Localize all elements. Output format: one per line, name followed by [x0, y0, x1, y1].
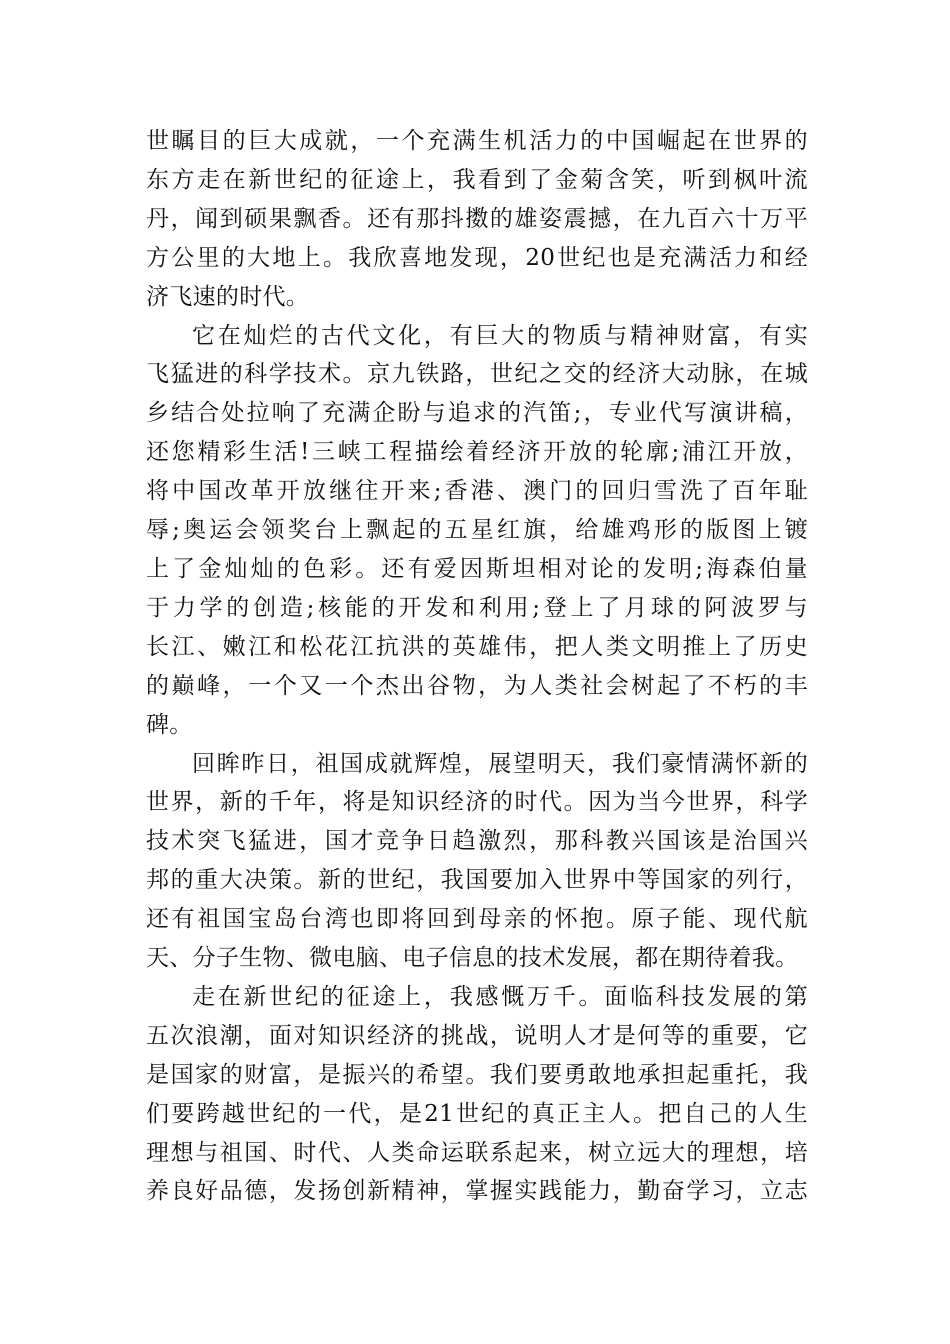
paragraph-line: 上了金灿灿的色彩。还有爱因斯坦相对论的发明;海森伯量: [146, 555, 808, 582]
paragraph-line: 五次浪潮，面对知识经济的挑战，说明人才是何等的重要，它: [146, 1022, 808, 1049]
paragraph-line: 它在灿烂的古代文化，有巨大的物质与精神财富，有实: [192, 322, 808, 349]
paragraph-1: [146, 122, 808, 317]
paragraph-line: 世瞩目的巨大成就，一个充满生机活力的中国崛起在世界的: [146, 128, 808, 154]
paragraph-4: [146, 978, 808, 1211]
paragraph-line: 邦的重大决策。新的世纪，我国要加入世界中等国家的列行，: [146, 867, 808, 894]
paragraph-line: 世界，新的千年，将是知识经济的时代。因为当今世界，科学: [146, 789, 808, 816]
paragraph-line: 飞猛进的科学技术。京九铁路，世纪之交的经济大动脉，在城: [146, 361, 808, 388]
paragraph-line: 丹，闻到硕果飘香。还有那抖擞的雄姿震撼，在九百六十万平: [146, 205, 808, 232]
paragraph-line: 将中国改革开放继往开来;香港、澳门的回归雪洗了百年耻: [146, 478, 808, 505]
paragraph-3: [146, 745, 808, 978]
paragraph-line: 的巅峰，一个又一个杰出谷物，为人类社会树起了不朽的丰: [146, 672, 808, 699]
paragraph-line: 碑。: [146, 711, 193, 738]
paragraph-line: 于力学的创造;核能的开发和利用;登上了月球的阿波罗与: [146, 594, 808, 621]
paragraph-line: 天、分子生物、微电脑、电子信息的技术发展，都在期待着我。: [146, 945, 799, 972]
document-body: [146, 122, 808, 1211]
paragraph-line: 回眸昨日，祖国成就辉煌，展望明天，我们豪情满怀新的: [192, 750, 808, 777]
paragraph-line: 方公里的大地上。我欣喜地发现，20世纪也是充满活力和经: [146, 244, 808, 271]
paragraph-line: 们要跨越世纪的一代，是21世纪的真正主人。把自己的人生: [146, 1100, 808, 1127]
paragraph-line: 乡结合处拉响了充满企盼与追求的汽笛;，专业代写演讲稿，: [146, 400, 808, 427]
paragraph-line: 是国家的财富，是振兴的希望。我们要勇敢地承担起重托，我: [146, 1061, 808, 1088]
paragraph-line: 养良好品德，发扬创新精神，掌握实践能力，勤奋学习，立志: [146, 1178, 808, 1205]
paragraph-line: 走在新世纪的征途上，我感慨万千。面临科技发展的第: [192, 983, 808, 1010]
paragraph-line: 技术突飞猛进，国才竞争日趋激烈，那科教兴国该是治国兴: [146, 828, 808, 855]
paragraph-line: 还您精彩生活!三峡工程描绘着经济开放的轮廓;浦江开放，: [146, 439, 808, 466]
paragraph-line: 济飞速的时代。: [146, 283, 310, 310]
paragraph-2: [146, 317, 808, 745]
paragraph-line: 东方走在新世纪的征途上，我看到了金菊含笑，听到枫叶流: [146, 166, 808, 193]
paragraph-line: 理想与祖国、时代、人类命运联系起来，树立远大的理想，培: [146, 1139, 808, 1166]
paragraph-line: 还有祖国宝岛台湾也即将回到母亲的怀抱。原子能、现代航: [146, 906, 808, 933]
paragraph-line: 辱;奥运会领奖台上飘起的五星红旗，给雄鸡形的版图上镀: [146, 517, 808, 544]
paragraph-line: 长江、嫩江和松花江抗洪的英雄伟，把人类文明推上了历史: [146, 633, 808, 660]
